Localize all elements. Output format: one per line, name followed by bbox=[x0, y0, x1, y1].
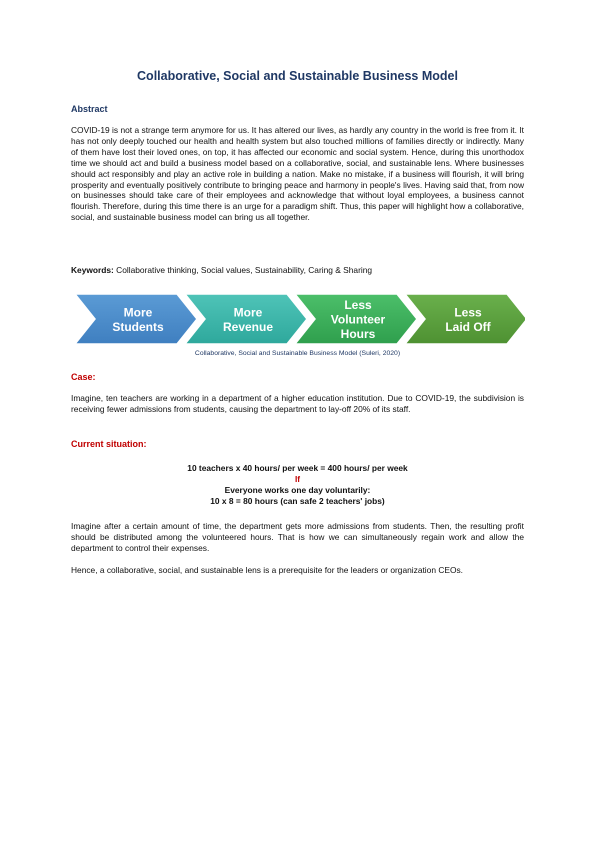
chevron-step-1-label: Students bbox=[112, 319, 164, 334]
keywords-label: Keywords: bbox=[71, 265, 114, 275]
paper-title: Collaborative, Social and Sustainable Business Model bbox=[137, 69, 458, 83]
calculation-line-3: 10 x 8 = 80 hours (can safe 2 teachers' jobs) bbox=[210, 496, 385, 506]
process-arrow-diagram bbox=[75, 291, 525, 347]
chevron-step-3-label: Volunteer bbox=[330, 312, 386, 327]
keywords-text: Collaborative thinking, Social values, Sustainability, Caring & Sharing bbox=[113, 265, 373, 275]
paragraph-hence: Hence, a collaborative, social, and sustainable lens is a prerequisite for the leaders or organization CEOs. bbox=[71, 565, 463, 575]
paragraph-after: Imagine after a certain amount of time, the department gets more admissions from students. Then, the resulting profit should be distributed among the volunteered hours. That is how we can simultaneously regain work and allow the department to control their expenses. bbox=[71, 521, 524, 553]
chevron-step-3-label: Hours bbox=[340, 327, 376, 341]
current-situation-heading: Current situation: bbox=[71, 439, 147, 449]
chevron-step-4-label: Less bbox=[454, 305, 482, 320]
chevron-step-2-label: More bbox=[233, 305, 263, 320]
case-heading: Case: bbox=[71, 372, 96, 382]
figure-caption: Collaborative, Social and Sustainable Business Model (Suleri, 2020) bbox=[194, 350, 401, 357]
abstract-heading: Abstract bbox=[71, 104, 108, 114]
keywords-line bbox=[71, 265, 372, 275]
case-text: Imagine, ten teachers are working in a department of a higher education institution. Due to COVID-19, the subdivision is receiving fewer admissions from students, causing the department to lay-off 20% of its staff. bbox=[71, 393, 524, 414]
chevron-step-4-label: Laid Off bbox=[445, 319, 491, 334]
calculation-line-1: 10 teachers x 40 hours/ per week = 400 hours/ per week bbox=[187, 463, 408, 473]
abstract-text: COVID-19 is not a strange term anymore for us. It has altered our lives, as hardly any country in the world is free from it. It has not only deeply touched our health and health system but also touched millions of families directly or indirectly. Many of them have lost their loved ones, on top, it has affected our economic and social system. Hence, during this unorthodox time we should act and build a business model based on a collaborative, social, and sustainable lens. Where businesses should act responsibly and play an active role in building a nation. Make no mistake, if a business will flourish, it will bring prosperity and eventually positively contribute to bringing peace and harmony in people's lives. Having said that, from now on businesses should take care of their employees and acknowledge that without loyal employees, a business cannot flourish. Therefore, during this time there is an urge for a paradigm shift. Thus, this paper will highlight how a collaborative, social, and sustainable business model can bring us all together. bbox=[71, 125, 524, 223]
calculation-line-2: Everyone works one day voluntarily: bbox=[224, 485, 371, 495]
calculation-if: If bbox=[294, 474, 301, 484]
chevron-step-1-label: More bbox=[123, 305, 153, 320]
chevron-step-3-label: Less bbox=[344, 298, 372, 312]
chevron-step-2-label: Revenue bbox=[222, 319, 274, 334]
